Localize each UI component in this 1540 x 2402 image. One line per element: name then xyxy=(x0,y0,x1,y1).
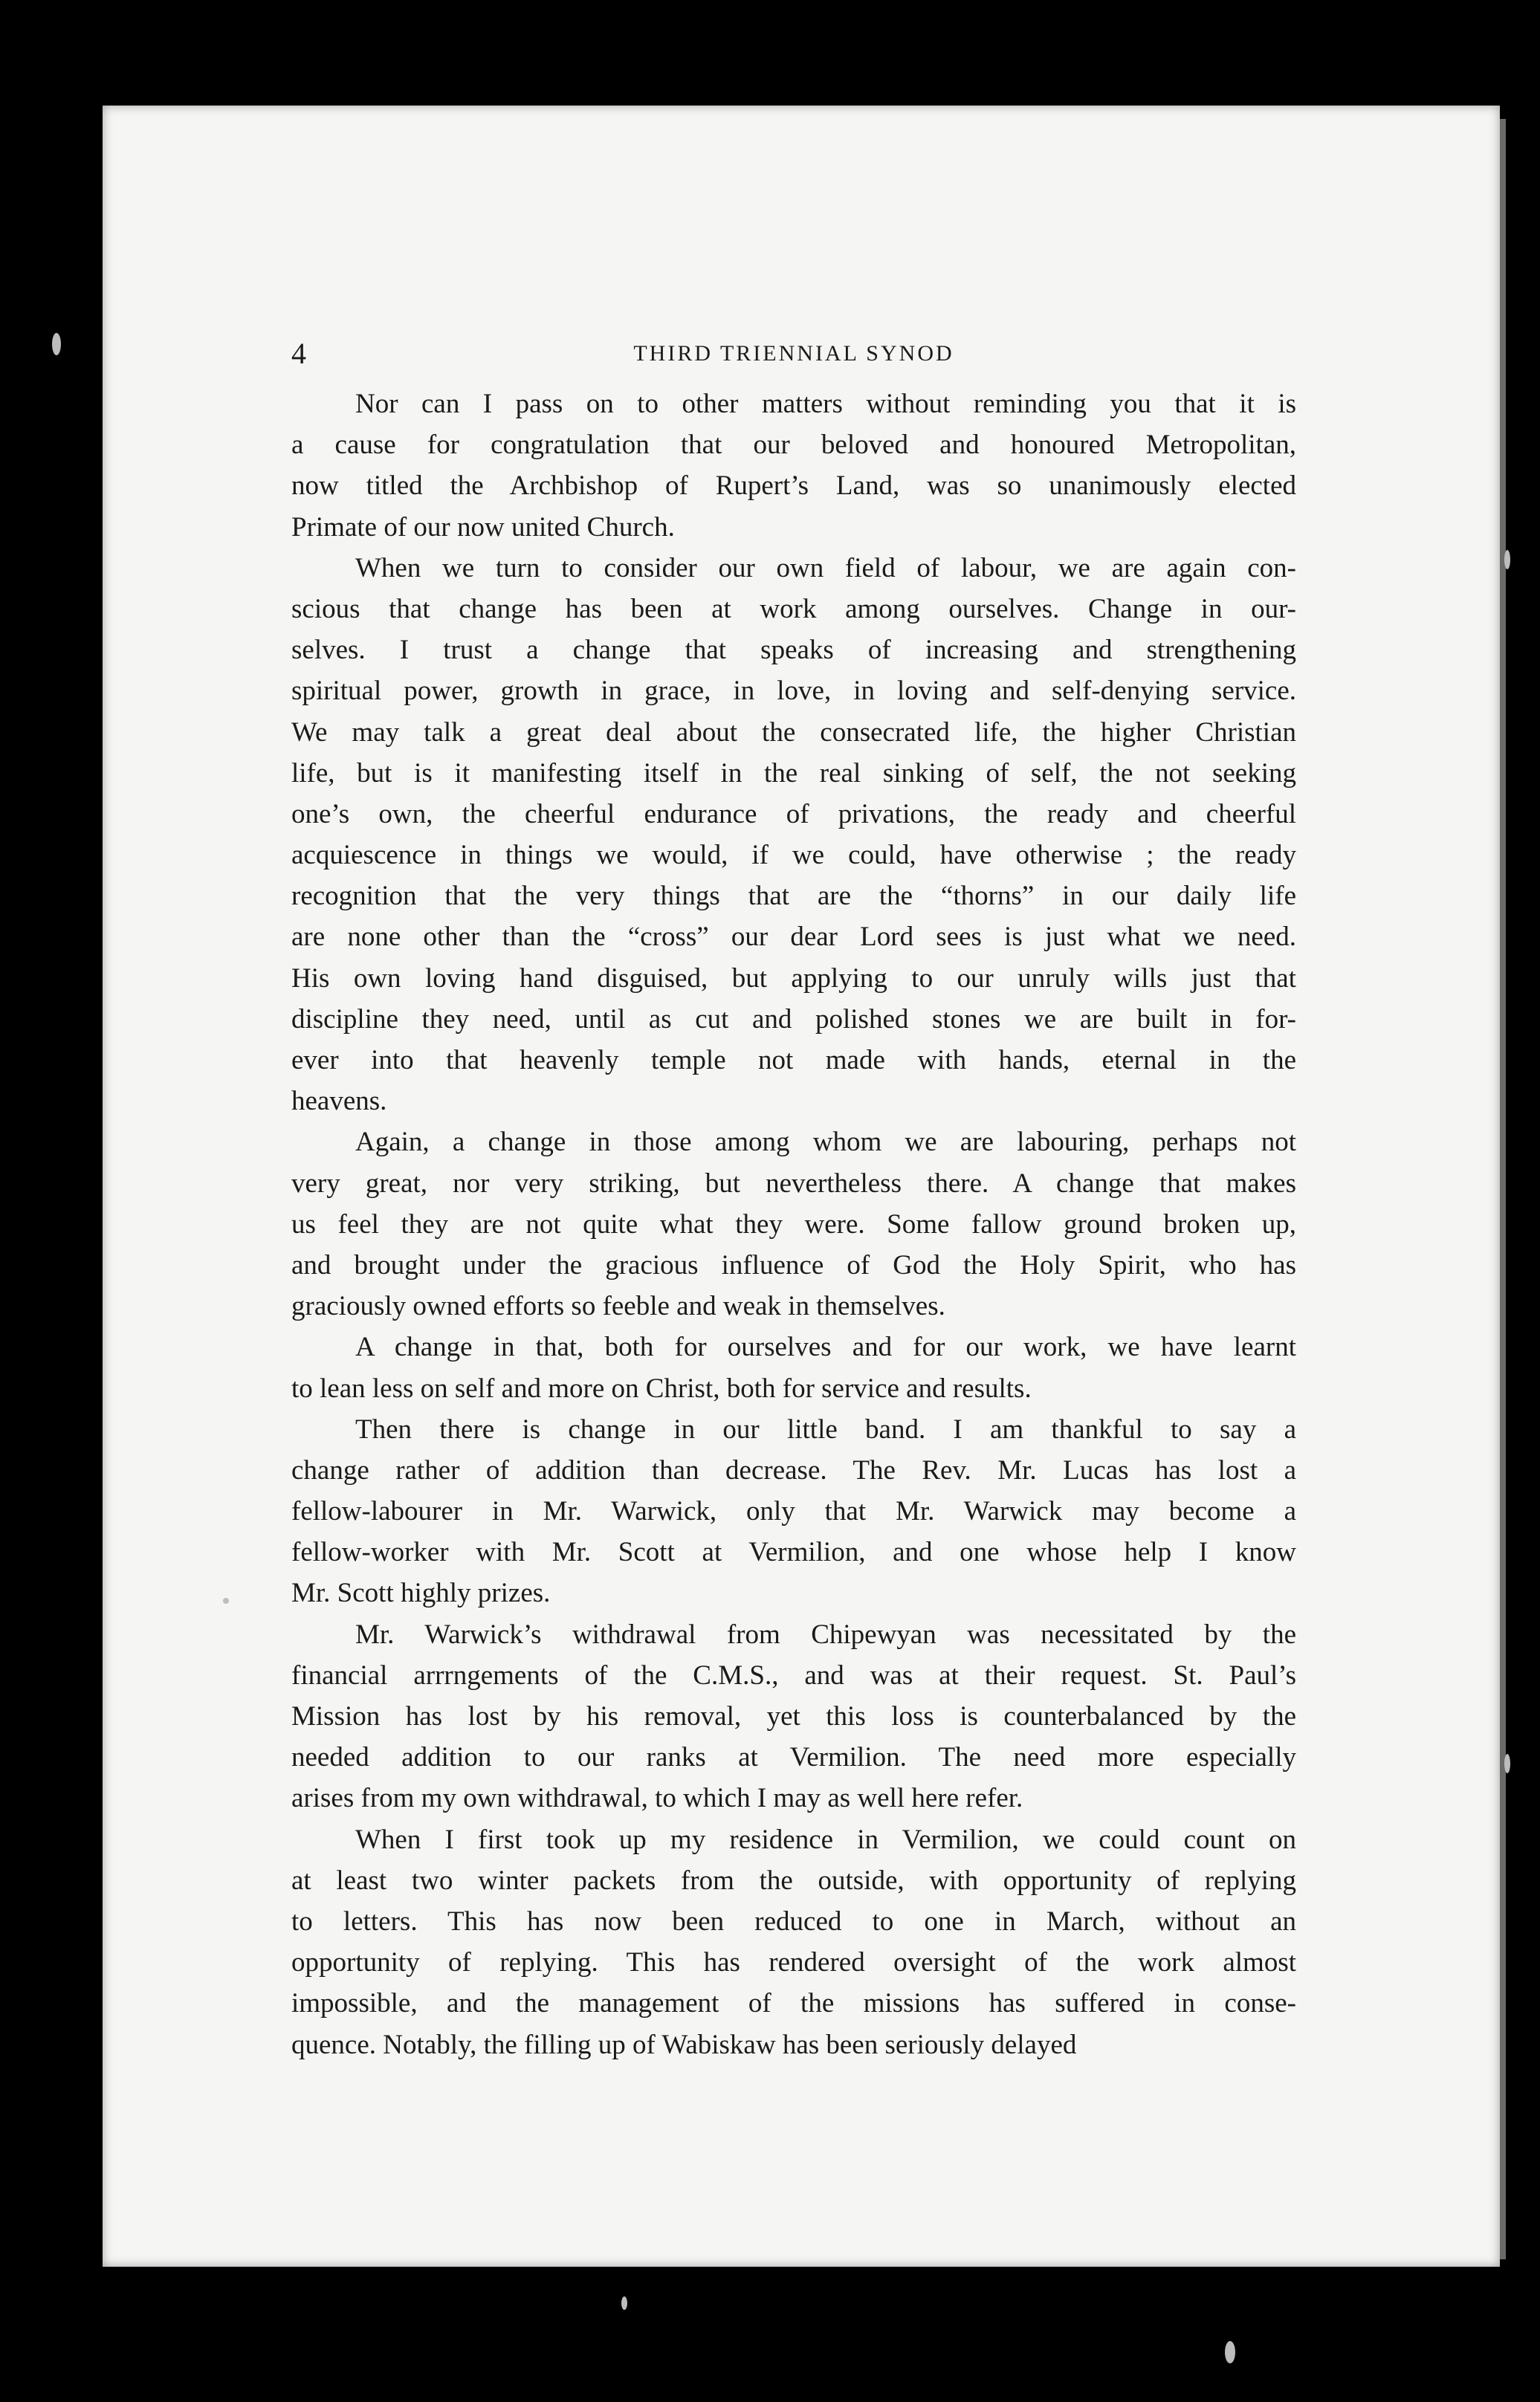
text-line: change rather of addition than decrease. The Rev. Mr. Lucas has lost a xyxy=(291,1454,1296,1486)
text-line: needed addition to our ranks at Vermilion. The need more especially xyxy=(291,1742,1296,1773)
text-line: Nor can I pass on to other matters without reminding you that it is xyxy=(355,389,1296,419)
text-line: ever into that heavenly temple not made with hands, eternal in the xyxy=(291,1045,1296,1075)
text-line: opportunity of replying. This has rendered oversight of the work almost xyxy=(291,1947,1296,1978)
text-line: arises from my own withdrawal, to which I may as well here refer. xyxy=(291,1783,1023,1814)
text-line: When we turn to consider our own field of labour, we are again con- xyxy=(355,552,1296,583)
text-line: are none other than the “cross” our dear Lord sees is just what we need. xyxy=(291,922,1296,953)
text-line: scious that change has been at work among ourselves. Change in our- xyxy=(291,593,1296,624)
text-line: one’s own, the cheerful endurance of privations, the ready and cheerful xyxy=(291,798,1296,829)
text-line: to lean less on self and more on Christ, both for service and results. xyxy=(291,1373,1032,1404)
scan-speck xyxy=(1225,2341,1235,2363)
scan-speck xyxy=(223,1598,229,1604)
text-line: impossible, and the management of the missions has suffered in conse- xyxy=(291,1988,1296,2019)
running-title: THIRD TRIENNIAL SYNOD xyxy=(633,341,954,366)
text-line: life, but is it manifesting itself in the real sinking of self, the not seeking xyxy=(291,757,1296,789)
text-line: at least two winter packets from the outside, with opportunity of replying xyxy=(291,1865,1296,1896)
text-line: Then there is change in our little band. I am thankful to say a xyxy=(355,1414,1296,1445)
text-line: spiritual power, growth in grace, in love, in loving and self-denying service. xyxy=(291,676,1296,707)
text-line: His own loving hand disguised, but applying to our unruly wills just that xyxy=(291,962,1296,994)
text-line: us feel they are not quite what they were. Some fallow ground broken up, xyxy=(291,1208,1296,1240)
text-line: When I first took up my residence in Vermilion, we could count on xyxy=(355,1824,1296,1855)
text-line: We may talk a great deal about the consecrated life, the higher Christian xyxy=(291,716,1296,748)
scan-speck xyxy=(621,2296,627,2310)
scan-speck xyxy=(52,333,61,355)
text-line: A change in that, both for ourselves and for our work, we have learnt xyxy=(355,1332,1296,1363)
text-line: Primate of our now united Church. xyxy=(291,511,675,543)
text-line: now titled the Archbishop of Rupert’s Land, was so unanimously elected xyxy=(291,470,1296,502)
text-line: a cause for congratulation that our beloved and honoured Metropolitan, xyxy=(291,430,1296,461)
page-header xyxy=(291,331,1296,376)
text-line: selves. I trust a change that speaks of increasing and strengthening xyxy=(291,635,1296,666)
text-line: recognition that the very things that are the “thorns” in our daily life xyxy=(291,881,1296,912)
text-line: Mr. Scott highly prizes. xyxy=(291,1578,551,1609)
text-line: very great, nor very striking, but nevertheless there. A change that makes xyxy=(291,1168,1296,1199)
text-line: discipline they need, until as cut and polished stones we are built in for- xyxy=(291,1003,1296,1035)
text-line: graciously owned efforts so feeble and weak in themselves. xyxy=(291,1291,945,1322)
text-line: Mission has lost by his removal, yet this loss is counterbalanced by the xyxy=(291,1701,1296,1732)
text-line: and brought under the gracious influence of God the Holy Spirit, who has xyxy=(291,1249,1296,1281)
text-line: quence. Notably, the filling up of Wabiskaw has been seriously delayed xyxy=(291,2029,1077,2060)
text-line: financial arrrngements of the C.M.S., and was at their request. St. Paul’s xyxy=(291,1660,1296,1691)
scan-speck xyxy=(1504,1754,1510,1773)
text-line: fellow-worker with Mr. Scott at Vermilion, and one whose help I know xyxy=(291,1537,1296,1568)
text-line: heavens. xyxy=(291,1086,387,1117)
scan-speck xyxy=(1504,550,1510,569)
page-edge-shadow xyxy=(1500,119,1506,2259)
text-line: Again, a change in those among whom we are labouring, perhaps not xyxy=(355,1127,1296,1158)
text-line: to letters. This has now been reduced to one in March, without an xyxy=(291,1906,1296,1937)
page-number: 4 xyxy=(291,337,306,370)
text-line: Mr. Warwick’s withdrawal from Chipewyan was necessitated by the xyxy=(355,1619,1296,1650)
text-line: fellow-labourer in Mr. Warwick, only that Mr. Warwick may become a xyxy=(291,1496,1296,1527)
body-text xyxy=(291,383,1296,2065)
text-line: acquiescence in things we would, if we could, have otherwise ; the ready xyxy=(291,840,1296,871)
